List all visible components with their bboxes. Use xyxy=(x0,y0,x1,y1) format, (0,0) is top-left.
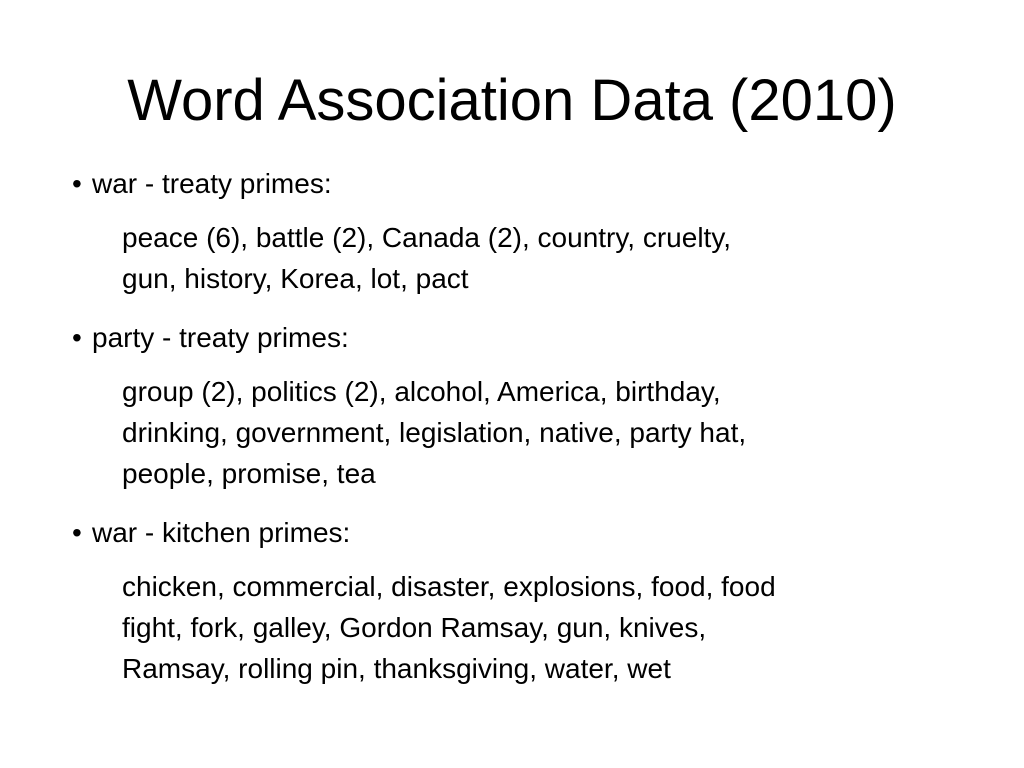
sub-list-party-treaty xyxy=(122,371,942,494)
bullet-war-treaty xyxy=(72,165,972,203)
sub-line: drinking, government, legislation, native, party hat, xyxy=(122,417,747,448)
bullet-heading: war - kitchen primes: xyxy=(92,517,351,548)
sub-line: people, promise, tea xyxy=(122,458,376,489)
sub-line: peace (6), battle (2), Canada (2), country, cruelty, xyxy=(122,222,732,253)
sub-line: fight, fork, galley, Gordon Ramsay, gun, knives, xyxy=(122,612,707,643)
sub-line: group (2), politics (2), alcohol, America, birthday, xyxy=(122,376,721,407)
sub-list-war-kitchen xyxy=(122,566,942,689)
bullet-dot-icon: • xyxy=(72,168,82,199)
sub-line: Ramsay, rolling pin, thanksgiving, water, wet xyxy=(122,653,671,684)
slide-content xyxy=(72,165,972,709)
bullet-heading: war - treaty primes: xyxy=(92,168,332,199)
bullet-party-treaty xyxy=(72,319,972,357)
bullet-dot-icon: • xyxy=(72,322,82,353)
bullet-war-kitchen xyxy=(72,514,972,552)
sub-list-war-treaty xyxy=(122,217,942,299)
bullet-dot-icon: • xyxy=(72,517,82,548)
sub-line: gun, history, Korea, lot, pact xyxy=(122,263,469,294)
bullet-heading: party - treaty primes: xyxy=(92,322,349,353)
sub-line: chicken, commercial, disaster, explosions, food, food xyxy=(122,571,776,602)
slide-title: Word Association Data (2010) xyxy=(127,68,897,133)
